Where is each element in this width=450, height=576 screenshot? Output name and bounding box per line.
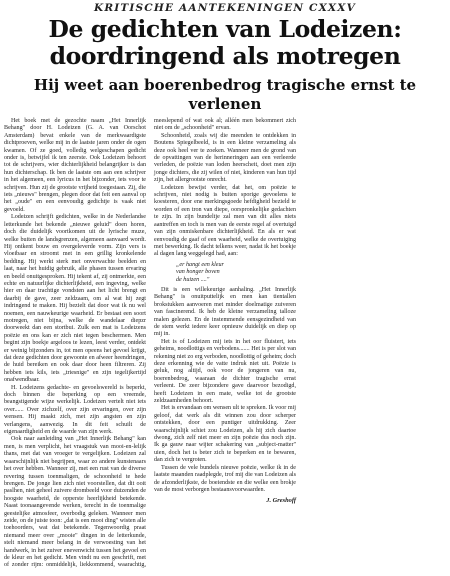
article-paragraph: Ook naar aanleiding van „Het Innerlijk Behang" kan men, is men verplicht, het vraagstuk van mooi-en-lelijk thans, met dat van vroeger te vergelijken. Lodeizen zal waarschijnlijk niet begrijpen, waar zo andere kunstenaars het over hebben. Wanneer zij, met een rust van de diverse revering tussen toenmaligen, de schoonheid te hede brengen. De jonge lien zich niet voorstellen, dat dit ooit paslhen, niet geheel zuivere drombeeld voor duizenden de hoogste waarheid, de opperste heerlijkheid betekende. Naast toonaangevende werken, terecht in de toenmalige geestelijke atmosfeer, overbodig geleken. Wanneer men zeide, on de juiste toon: „dat is een mooi ding" wisten alle toehoorders, wat dat betekende. Tegenwoordig praat niemand meer over „mooie" dingen in de letterkunde, stelt niemand meer belang in de verwoesting van het handwerk, in het zuiver enevenwicht tussen het gevoel en de kleur en het gedicht. Men vindt nu een geschrift, met of zonder rijm: onmiddelijk, liekkommend, waarachtig, meeslepend of wat ook al; alléén men bekommert zich niet om de „schoonheid" ervan.: [4, 118, 296, 569]
running-header: KRITISCHE AANTEKENINGEN CXXXV: [94, 2, 356, 14]
article-paragraph: Dit is een willekeurige aanhaling. „Het Innerlijk Behang" is onuitputtelijk en men kan tientallen brokstukken aanvoeren met minder doelmatige zuiveren van fascinerend. Ik heb de kleine verzameling talloze malen gelezen. En de instemmende eensgezindheid van de stem werkt iedere keer opnieuw duidelijk en diep op mij in.: [154, 286, 296, 338]
article-paragraph: Het boek met de gezochte naam „Het Innerlijk Behang" door H. Lodeizen (G. A. van Oorschot Amsterdam) bevat enkele van de merkwaardigste dichtproeven, welke mij in de laatste jaren onder de ogen kwamen. Of ze goed, volledig welgeschapen gedicht onder is, betwijfel ik ten zeerste. Ook Lodeizen behoort tot de schrijvers, wier dichterlijkheid belangrijker is dan hun dichterschap. Ik ben de laatste om aan een schrijver in het algemeen, een lyricus in het bijzonder, iets voor te schrijven. Hun zij de grootste vrijheid toegestaan. Zij, die iets „nieuws" brengen, plegen door dat feit een aanval op het „oude" en een eenvoudig gedichtje is vaak niet gevoeld.: [4, 118, 146, 213]
article-paragraph: Schoonheid, zoals wij die meenden te ontdekken in Boutens Spiegelbeeld, is in een kleine verzameling als deze ook heel ver te zoeken. Wanneer men de grond van de opvattingen van de herinneringen aan een verleerde verleden, de poëzie van loden heerscheit, doet men zijn jonge dichters, die zij wilen of niet, kinderen van hun tijd zijn, het allergrootste onrecht.: [154, 132, 296, 184]
author-signature: J. Greshoff: [266, 497, 296, 505]
article-headline: De gedichten van Lodeizen: doordringend als motregen: [48, 15, 402, 70]
quote-line: van honger boven: [176, 269, 220, 276]
article-paragraph: Het is of Lodeizen mij iets in het oor fluistert, iets geheims, noodlottigs en verbodens....... Het is per slot van rekening niet zo erg verboden, noodlottig of geheim; doch deze erkenning wie de vatte indruk niet uit. Poëzie is geluk, nog altijd, ook voor de jongeren van nu, boerenbedrog, waaraan de dichter tragische ernst verleent. De zeer bijzondere gave daarvoor bezodigd, heeft Lodeizen in een mate, welke tot de grootste zeldzaamheden behoort.: [154, 338, 296, 405]
article-paragraph: Het is ervandaan om wensen ult te spreken. Ik voor mij geloof, dat werk als dit winnen zou door scherper ontstekken, door een puntiger uitdrukking. Zeer waarschijnlijk schiet zou Lodeizen, als hij zich daartoe dwong, zich zelf niet meer en zijn poëzie dus noch zijn. Ik ga gauw naar wijter schakering van „subject-matter" uien, doch het is beter zich te beperken en te bewaren, dan zich te vergroten.: [154, 405, 296, 464]
article-paragraph: Lodeizen schrijft gedichten, welke in de Nederlandse letterkunde het bekende „nieuwe geluid" doen horen, doch die duidelijk voortkomen uit de lyrische muze, welke buiten de landsgrenzen, algemeen aanvaard wordt. Hij ontkent bouw en overgeleverde vorm. Zijn vers is vloeibaar en stroomt met in een grillig kronkelende bedding. Hij werkt sterk met onverwachte beelden en laat, naar het huidig gebruik, alle phasen tussen ervaring en beeld onuitgesproken. Hij tekent af, zij ontmerkte, een echte en natuurlijke dichterlijkheid, een ingeving, welke hier en daar trachtige vondsten aan het licht brengt en daarbij de gave, zeer zeldzaam, om al wat hij zegt indringend te maken. Hij bezielt dat door wat ik nu wel noemen, een nauwkeurige waarheid. Er bestaat een soort motregen, niet bijna, welke de wandelaar diepzr doorweekt dan een stortbui. Zulk een mat is Lodeizens poëzie en ons kan er zich niet tegen beschermen. Men begint zijn boekje argeloos te lezen, leest verder, ontdekt er weinig bijzonders in, tot men opeens het gevoel krijgt, dat deze gedichten door gewoonte en afweer heendringen, de huid bereiken en ook daar door heen filtreren. Zij hebben iets kils, iets „triesnige" en zijn tegelijkertijd onafwendbaar.: [4, 214, 146, 384]
article-paragraph: Lodeizen bewijst verder, dat het, om poëzie te schrijven, niet nodig is buiten sporige gevoelens te koesteren, door ene merkingsgoede hefdigheid bezield te worden of een tron van diepe, oorspronkelijke gedachten te zijn. In zijn bundeltje zal men van dit alles niets aantreffen en toch is men van de eerste regel af overtuigd van zijn onmiskenbare dichterlijkheid. En als er wat eenvoudig de gaaf of een waarheid, welke de overtuiging met bewerking. Ik dacht telkens weer, nadat ik het boekje al dagen lang weggelegd had, aan:: [154, 184, 296, 258]
quote-line: „er hangt een kleur: [176, 261, 224, 268]
article-body: [4, 118, 446, 570]
quote-line: de huizen ....": [176, 276, 210, 283]
poem-quote: [176, 262, 296, 284]
article-subheadline: Hij weet aan boerenbedrog tragische ernst te verlenen: [33, 76, 417, 113]
article-paragraph: H. Lodeizens gedachte- en gevoelswereld is beperkt, doch binnen die beperking op een vreemde, beangstigende wijze werkelijk. Lodeizen vertelt niet iets over...... Over zichzelf, over zijn ervaringen, over zijn wensen. Hij maakt zich, met zijn angsten en zijn verlangens, aanwezig. In dit feit schuilt de eigenaardigheid en de waarde van zijn werk.: [4, 384, 146, 436]
article-paragraph: Tussen de vele bundels nieuwe poëzie, welke ik in de laatste maanden raadplegde, trof mij die van Lodeizen als de afzonderlijkste, de boeiendste en die welke een brokje van de most verborgen bestaansvoorwaarden.: [154, 464, 296, 493]
